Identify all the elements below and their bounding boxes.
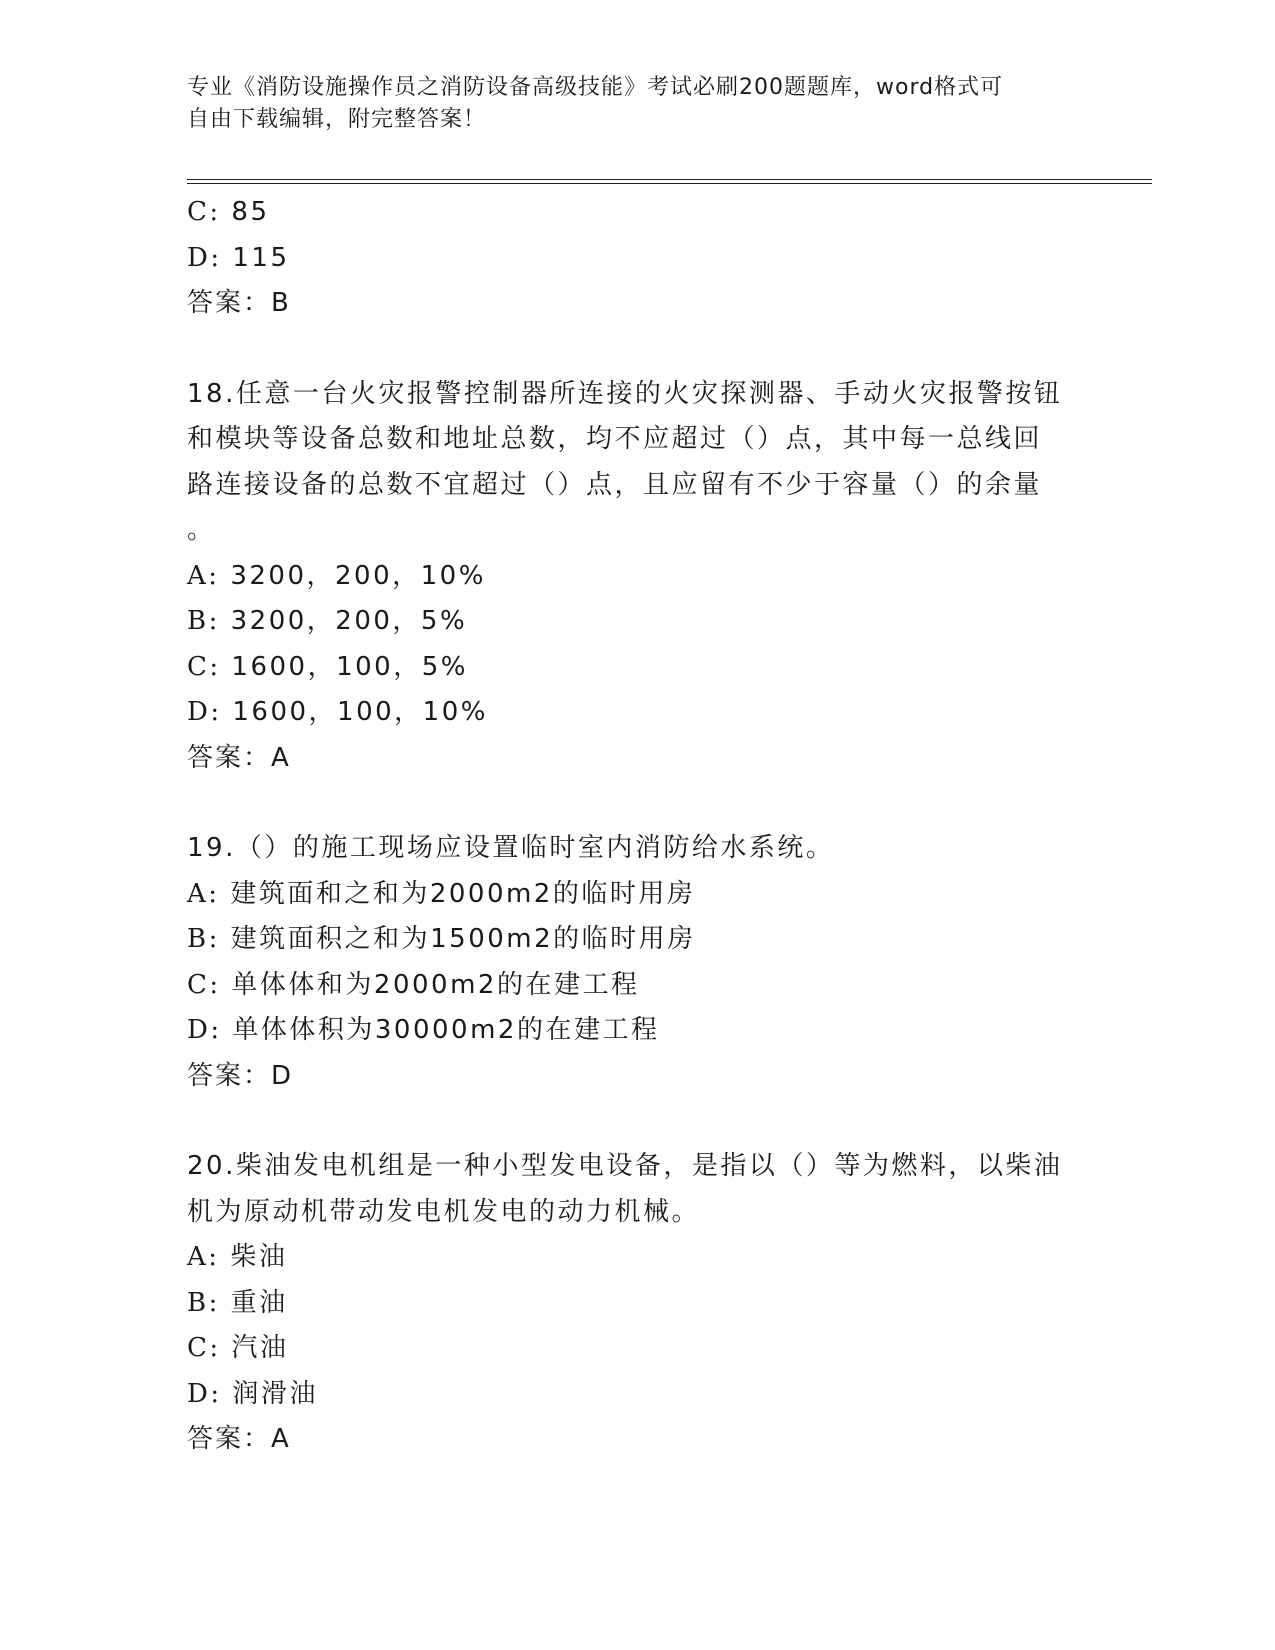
- question-text-line: 19.（）的施工现场应设置临时室内消防给水系统。: [187, 833, 835, 863]
- option-text: 115: [232, 242, 290, 273]
- answer: 答案：B: [187, 288, 291, 318]
- page-header: [187, 72, 1067, 136]
- option-letter: B:: [187, 1287, 220, 1318]
- option-letter: D:: [187, 1015, 222, 1045]
- option-text: 润滑油: [232, 1378, 318, 1409]
- question-text-line: 。: [187, 515, 216, 545]
- option-letter: C:: [187, 969, 221, 1000]
- option-text: 单体体积为30000m2的在建工程: [232, 1015, 660, 1045]
- option-text: 3200，200，5%: [230, 606, 468, 636]
- option-c: [187, 190, 1087, 236]
- question-text-line: 和模块等设备总数和地址总数，均不应超过（）点，其中每一总线回: [187, 424, 1043, 454]
- question-content: [187, 190, 1087, 1463]
- option-text: 1600，100，5%: [231, 651, 468, 682]
- question-19: [187, 826, 1087, 1099]
- option-letter: B:: [187, 924, 220, 954]
- option-c: [187, 963, 1087, 1009]
- option-text: 建筑面和之和为2000m2的临时用房: [230, 878, 696, 909]
- option-d: [187, 1372, 1087, 1418]
- option-letter: A:: [187, 1242, 220, 1272]
- option-text: 1600，100，10%: [232, 697, 488, 727]
- option-letter: C:: [187, 651, 221, 682]
- option-text: 85: [231, 197, 270, 227]
- option-letter: C:: [187, 197, 221, 227]
- question-18: [187, 372, 1087, 782]
- spacer: [187, 327, 1087, 372]
- option-letter: D:: [187, 242, 222, 273]
- option-letter: D:: [187, 697, 222, 727]
- option-text: 3200，200，10%: [230, 560, 486, 591]
- question-20: [187, 1144, 1087, 1463]
- option-letter: A:: [187, 560, 220, 591]
- option-b: [187, 599, 1087, 645]
- question-17-continuation: [187, 190, 1087, 327]
- option-c: [187, 645, 1087, 691]
- answer: 答案：D: [187, 1060, 294, 1091]
- spacer: [187, 1099, 1087, 1144]
- question-text-line: 机为原动机带动发电机发电的动力机械。: [187, 1196, 701, 1227]
- option-a: [187, 1235, 1087, 1281]
- header-title-line-2: 自由下载编辑，附完整答案！: [187, 107, 487, 132]
- option-letter: B:: [187, 606, 220, 636]
- question-text-line: 路连接设备的总数不宜超过（）点，且应留有不少于容量（）的余量: [187, 469, 1043, 500]
- answer: 答案：A: [187, 1424, 291, 1454]
- header-divider-top: [187, 179, 1152, 180]
- answer: 答案：A: [187, 742, 291, 773]
- option-text: 建筑面积之和为1500m2的临时用房: [230, 924, 696, 954]
- option-c: [187, 1326, 1087, 1372]
- question-text-line: 18.任意一台火灾报警控制器所连接的火灾探测器、手动火灾报警按钮: [187, 378, 1063, 409]
- option-letter: D:: [187, 1378, 222, 1409]
- option-b: [187, 1281, 1087, 1327]
- option-a: [187, 872, 1087, 918]
- option-letter: C:: [187, 1333, 221, 1363]
- option-text: 重油: [230, 1287, 288, 1318]
- option-d: [187, 1008, 1087, 1054]
- option-text: 单体体和为2000m2的在建工程: [231, 969, 640, 1000]
- option-text: 汽油: [231, 1333, 289, 1363]
- header-divider-bottom: [187, 183, 1152, 184]
- option-a: [187, 554, 1087, 600]
- option-text: 柴油: [230, 1242, 288, 1272]
- option-d: [187, 236, 1087, 282]
- option-b: [187, 917, 1087, 963]
- header-title-line-1: 专业《消防设施操作员之消防设备高级技能》考试必刷200题题库，word格式可: [187, 75, 1004, 100]
- option-d: [187, 690, 1087, 736]
- question-text-line: 20.柴油发电机组是一种小型发电设备，是指以（）等为燃料，以柴油: [187, 1151, 1063, 1181]
- spacer: [187, 781, 1087, 826]
- option-letter: A:: [187, 878, 220, 909]
